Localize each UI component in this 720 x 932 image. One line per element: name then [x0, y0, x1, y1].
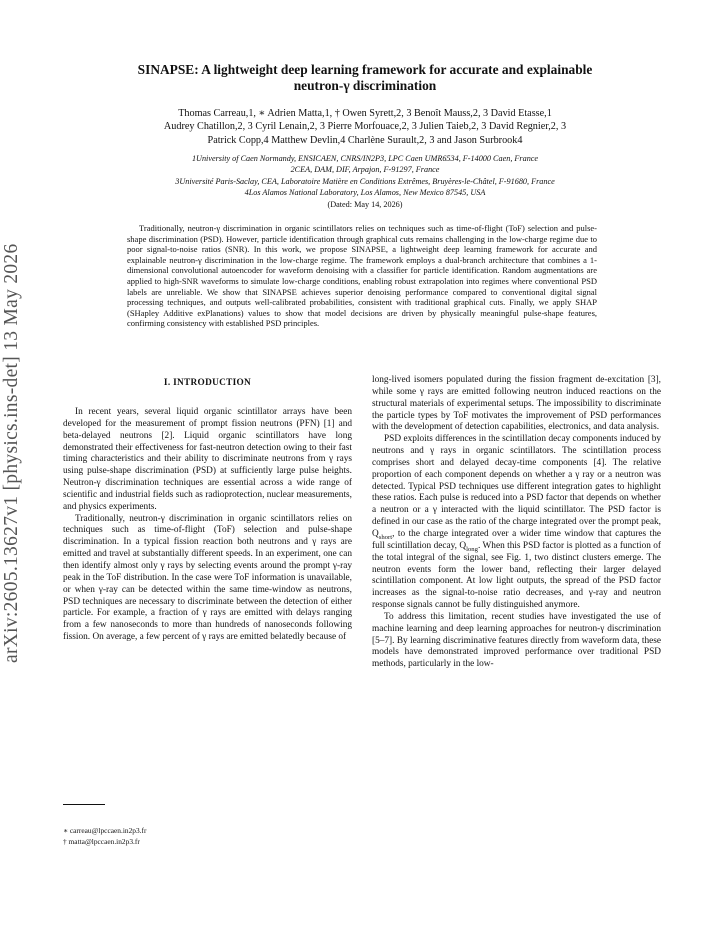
- intro-paragraph-1: In recent years, several liquid organic scintillator arrays have been developed for the measurement of prompt fission neutrons (PFN) [1] and beta-delayed neutrons [2]. Liquid organic scintillators have long demonstrated their effectiveness for fast-neutron detection owing to their fast timing characteristics and their ability to discriminate neutrons from γ rays using pulse-shape discrimination (PSD) at sufficiently large pulse heights. Neutron-γ discrimination techniques are essential across a wide range of scientific and industrial fields such as radioprotection, nuclear measurements, and physics experiments.: [63, 407, 352, 512]
- author-line-2: Audrey Chatillon,2, 3 Cyril Lenain,2, 3 Pierre Morfouace,2, 3 Julien Taieb,2, 3 David Regnier,2, 3: [163, 121, 567, 133]
- affiliations: [75, 153, 655, 210]
- para4-text-b: , to the charge integrated over a wider time window that captures the full scintillation decay, Q: [372, 528, 661, 551]
- para4-text-a: PSD exploits differences in the scintillation decay components induced by neutrons and γ rays in organic scintillators. The scintillation process comprises short and delayed decay-time components [4]. The relative proportion of each component depends on whether a γ ray or a neutron was detected. Typical PSD techniques use different integration gates to highlight these ratios. Each pulse is reduced into a PSD factor that depends on whether a neutron or a γ interacted with the liquid scintillator. The PSD factor is defined in our case as the ratio of the charge integrated over the prompt peak, Q: [372, 434, 661, 539]
- para4-text-c: . When this PSD factor is plotted as a function of the total integral of the signal, see Fig. 1, two distinct clusters emerge. The neutron events form the lower band, reflecting their larger delayed scintillation component. At low light outputs, the spread of the PSD factor increases as the signal-to-noise ratio decreases, and γ-ray and neutron response signals cannot be fully distinguished anymore.: [372, 540, 662, 611]
- footnote-1: ∗ carreau@lpccaen.in2p3.fr: [63, 826, 147, 835]
- q-long-subscript: long: [466, 545, 478, 553]
- intro-paragraph-4: [372, 434, 661, 612]
- intro-paragraph-5: To address this limitation, recent studies have investigated the use of machine learning and deep learning approaches for neutron-γ discrimination [5–7]. By learning discriminative features directly from waveform data, these models have demonstrated improved performance over traditional PSD methods, particularly in the low-: [372, 611, 661, 670]
- intro-paragraph-2: Traditionally, neutron-γ discrimination in organic scintillators relies on techniques such as time-of-flight (ToF) selection and pulse-shape discrimination. In a typical fission reaction both neutrons and γ rays are emitted and travel at substantially different speeds. In an experiment, one can then identify almost only γ rays by selecting events around the prompt γ-ray peak in the ToF distribution. In the case were ToF information is unavailable, or when γ-ray can be detected within the same time-window as neutrons, PSD techniques are necessary to discriminate between the detection of either particle. For example, a fraction of γ rays are emitted with delays ranging from a few nanoseconds to more than hundreds of nanoseconds following fission. On average, a few percent of γ rays are emitted belatedly because of: [63, 513, 352, 643]
- footnotes: [63, 825, 352, 847]
- title-line-2: neutron-γ discrimination: [293, 78, 437, 93]
- author-line-3: Patrick Copp,4 Matthew Devlin,4 Charlène Surault,2, 3 and Jason Surbrook4: [207, 134, 523, 146]
- intro-paragraph-3: long-lived isomers populated during the fission fragment de-excitation [3], while some γ rays are emitted following neutron induced reactions on the structural materials of experimental setups. The impossibility to discriminate the particle types by ToF motivates the improvement of PSD performances with the development of detection capabilities, electronics, and data analysis.: [372, 375, 661, 433]
- author-list: [75, 107, 655, 147]
- footnote-2: † matta@lpccaen.in2p3.fr: [63, 837, 140, 847]
- dated-line: (Dated: May 14, 2026): [327, 199, 403, 209]
- left-column: [63, 407, 352, 644]
- abstract: Traditionally, neutron-γ discrimination in organic scintillators relies on techniques such as time-of-flight (ToF) selection and pulse-shape discrimination (PSD). However, particle identification through graphical cuts remains challenging in the low-charge regime due to poor signal-to-noise ratios (SNR). In this work, we propose SINAPSE, a lightweight deep learning framework for accurate and explainable neutron-γ discrimination in the low-charge regime. The framework employs a dual-branch architecture that combines a 1-dimensional convolutional autoencoder for waveform denoising with a classifier for particle identification. Random augmentations are applied to high-SNR waveforms to simulate low-charge conditions, enabling robust extrapolation into regimes where conventional PSD labels are unreliable. We show that SINAPSE achieves superior denoising performance compared to conventional digital signal processing techniques, and outputs well-calibrated probabilities, consistent with traditional graphical cuts. Finally, we apply SHAP (SHapley Additive exPlanations) values to show that model decisions are driven by physically meaningful pulse-shape features, confirming consistency with established PSD principles.: [127, 223, 597, 329]
- arxiv-sidebar-id: arXiv:2605.13627v1 [physics.ins-det] 13 May 2026: [1, 243, 22, 663]
- footnote-rule: [63, 804, 105, 805]
- right-column: [372, 375, 661, 671]
- author-line-1: Thomas Carreau,1, ∗ Adrien Matta,1, † Owen Syrett,2, 3 Benoît Mauss,2, 3 David Etasse,1: [178, 108, 552, 119]
- section-heading: I. INTRODUCTION: [163, 378, 252, 388]
- paper-title: [85, 62, 645, 94]
- affiliation-1: 1University of Caen Normandy, ENSICAEN, CNRS/IN2P3, LPC Caen UMR6534, F-14000 Caen, France: [191, 154, 539, 163]
- affiliation-2: 2CEA, DAM, DIF, Arpajon, F-91297, France: [290, 165, 440, 175]
- affiliation-4: 4Los Alamos National Laboratory, Los Alamos, New Mexico 87545, USA: [244, 188, 486, 198]
- affiliation-3: 3Université Paris-Saclay, CEA, Laboratoire Matière en Conditions Extrêmes, Bruyères-le-Châtel, F-91680, France: [175, 176, 555, 186]
- title-line-1: SINAPSE: A lightweight deep learning framework for accurate and explainable: [137, 62, 593, 77]
- q-short-subscript: short: [378, 533, 393, 541]
